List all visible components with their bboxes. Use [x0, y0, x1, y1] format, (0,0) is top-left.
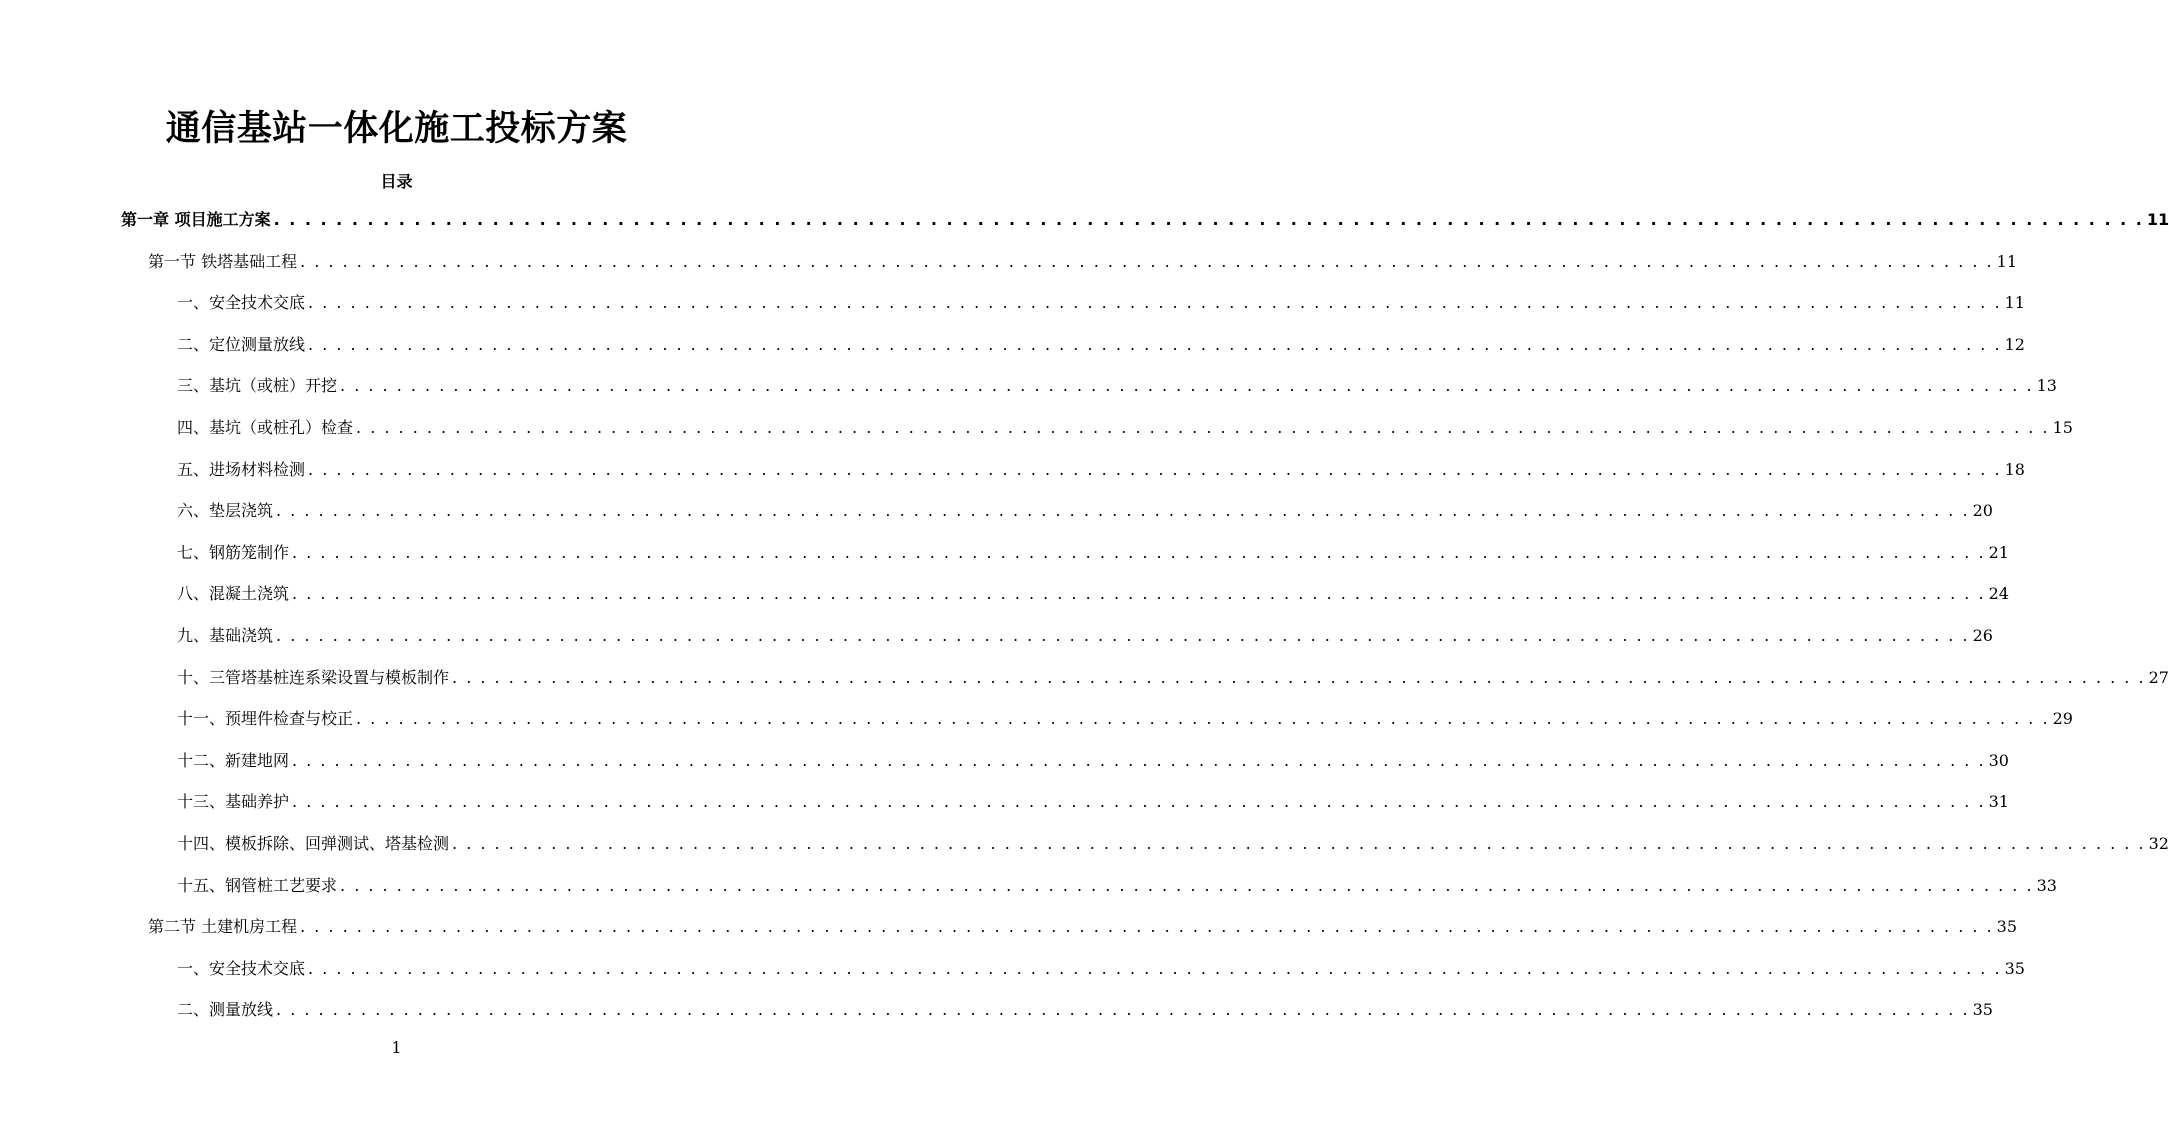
toc-entry[interactable] — [177, 624, 1993, 648]
toc-entry-page: 26 — [1972, 626, 1993, 645]
toc-entry[interactable] — [177, 291, 2025, 315]
toc-entry-page: 11 — [2146, 210, 2169, 229]
toc-entry[interactable] — [177, 541, 2009, 565]
toc-entry-page: 29 — [2052, 709, 2073, 728]
toc-entry-label: 第二节 土建机房工程 — [148, 917, 298, 936]
toc-entry[interactable] — [177, 582, 2009, 606]
toc-entry-label: 九、基础浇筑 — [177, 626, 274, 645]
toc-dot-leader: . . . . . . . . . . . . . . . . . . . . . . . . . . . . . . . . . . . . . . . . . . . . . . . . . . . . . . . . . . . . . . . . . . . . . . . . . . . . . . . . . . . . . . . . . . . . . . . . . . . . . . . . . . . . . . . . . . . . . . . . — [276, 1000, 1970, 1019]
toc-dot-leader: . . . . . . . . . . . . . . . . . . . . . . . . . . . . . . . . . . . . . . . . . . . . . . . . . . . . . . . . . . . . . . . . . . . . . . . . . . . . . . . . . . . . . . . . . . . . . . . . . . . . . . . . . . . . . . . . . . . . . . . . — [308, 460, 2002, 479]
toc-dot-leader: . . . . . . . . . . . . . . . . . . . . . . . . . . . . . . . . . . . . . . . . . . . . . . . . . . . . . . . . . . . . . . . . . . . . . . . . . . . . . . . . . . . . . . . . . . . . . . . . . . . . . . . . . . . . . . . . . . . . . . . . — [452, 668, 2146, 687]
toc-dot-leader: . . . . . . . . . . . . . . . . . . . . . . . . . . . . . . . . . . . . . . . . . . . . . . . . . . . . . . . . . . . . . . . . . . . . . . . . . . . . . . . . . . . . . . . . . . . . . . . . . . . . . . . . . . . . . . . . . . . . . . . . — [292, 751, 1986, 770]
toc-entry[interactable] — [177, 957, 2025, 981]
toc-entry[interactable] — [148, 915, 2017, 939]
toc-entry[interactable] — [121, 208, 2169, 232]
toc-entry-label: 十五、钢管桩工艺要求 — [177, 876, 338, 895]
toc-entry[interactable] — [177, 458, 2025, 482]
toc-dot-leader: . . . . . . . . . . . . . . . . . . . . . . . . . . . . . . . . . . . . . . . . . . . . . . . . . . . . . . . . . . . . . . . . . . . . . . . . . . . . . . . . . . . . . . . . . . . . . . . . . . . . . . . . . . . . . . . . . . . . . . . . — [340, 876, 2034, 895]
toc-entry-label: 七、钢筋笼制作 — [177, 543, 290, 562]
toc-entry[interactable] — [177, 666, 2169, 690]
toc-entry[interactable] — [177, 790, 2009, 814]
toc-entry-page: 11 — [1996, 252, 2017, 271]
toc-entry-label: 十二、新建地网 — [177, 751, 290, 770]
toc-entry[interactable] — [177, 333, 2025, 357]
toc-entry-page: 31 — [1988, 792, 2009, 811]
toc-entry-label: 十三、基础养护 — [177, 792, 290, 811]
toc-dot-leader: . . . . . . . . . . . . . . . . . . . . . . . . . . . . . . . . . . . . . . . . . . . . . . . . . . . . . . . . . . . . . . . . . . . . . . . . . . . . . . . . . . . . . . . . . . . . . . . . . . . . . . . . . . . . . . . . . . . . . . . . — [308, 959, 2002, 978]
page-number: 1 — [391, 1038, 402, 1057]
toc-entry[interactable] — [177, 416, 2073, 440]
toc-entry-label: 第一章 项目施工方案 — [121, 210, 271, 229]
toc-entry[interactable] — [148, 250, 2017, 274]
document-title: 通信基站一体化施工投标方案 — [165, 109, 628, 149]
toc-entry-label: 一、安全技术交底 — [177, 959, 306, 978]
toc-dot-leader: . . . . . . . . . . . . . . . . . . . . . . . . . . . . . . . . . . . . . . . . . . . . . . . . . . . . . . . . . . . . . . . . . . . . . . . . . . . . . . . . . . . . . . . . . . . . . . . . . . . . . . . . . . . . . . . . . . . . . . . . — [276, 626, 1970, 645]
toc-dot-leader: . . . . . . . . . . . . . . . . . . . . . . . . . . . . . . . . . . . . . . . . . . . . . . . . . . . . . . . . . . . . . . . . . . . . . . . . . . . . . . . . . . . . . . . . . . . . . . . . . . . . . . . . . . . . . . . . . . . . . . . . — [340, 376, 2034, 395]
toc-entry[interactable] — [177, 832, 2169, 856]
toc-dot-leader: . . . . . . . . . . . . . . . . . . . . . . . . . . . . . . . . . . . . . . . . . . . . . . . . . . . . . . . . . . . . . . . . . . . . . . . . . . . . . . . . . . . . . . . . . . . . . . . . . . . . . . . . . . . . . . . . . . . . . . . . — [308, 293, 2002, 312]
toc-dot-leader: . . . . . . . . . . . . . . . . . . . . . . . . . . . . . . . . . . . . . . . . . . . . . . . . . . . . . . . . . . . . . . . . . . . . . . . . . . . . . . . . . . . . . . . . . . . . . . . . . . . . . . . . . . . . . . . . . . . . . . . . — [356, 709, 2050, 728]
toc-dot-leader: . . . . . . . . . . . . . . . . . . . . . . . . . . . . . . . . . . . . . . . . . . . . . . . . . . . . . . . . . . . . . . . . . . . . . . . . . . . . . . . . . . . . . . . . . . . . . . . . . . . . . . . . . . . . . . . . . . . . . . . . — [292, 543, 1986, 562]
toc-entry[interactable] — [177, 499, 1993, 523]
toc-entry-label: 八、混凝土浇筑 — [177, 584, 290, 603]
toc-entry-label: 二、测量放线 — [177, 1000, 274, 1019]
toc-entry-label: 三、基坑（或桩）开挖 — [177, 376, 338, 395]
toc-entry-page: 18 — [2004, 460, 2025, 479]
toc-entry-page: 20 — [1972, 501, 1993, 520]
toc-entry-page: 27 — [2148, 668, 2169, 687]
toc-dot-leader: . . . . . . . . . . . . . . . . . . . . . . . . . . . . . . . . . . . . . . . . . . . . . . . . . . . . . . . . . . . . . . . . . . . . . . . . . . . . . . . . . . . . . . . . . . . . . . . . . . . . . . . . . . . . . . . . . . . . . . . . — [276, 501, 1970, 520]
toc-entry-page: 11 — [2004, 293, 2025, 312]
toc-dot-leader: . . . . . . . . . . . . . . . . . . . . . . . . . . . . . . . . . . . . . . . . . . . . . . . . . . . . . . . . . . . . . . . . . . . . . . . . . . . . . . . . . . . . . . . . . . . . . . . . . . . . . . . . . . . . . . . . . . . . . . . . — [452, 834, 2146, 853]
toc-entry-page: 30 — [1988, 751, 2009, 770]
toc-dot-leader: . . . . . . . . . . . . . . . . . . . . . . . . . . . . . . . . . . . . . . . . . . . . . . . . . . . . . . . . . . . . . . . . . . . . . . . . . . . . . . . . . . . . . . . . . . . . . . . . . . . . . . . . . . . . . . . . . . . . . . . . — [308, 335, 2002, 354]
toc-entry-page: 13 — [2036, 376, 2057, 395]
toc-dot-leader: . . . . . . . . . . . . . . . . . . . . . . . . . . . . . . . . . . . . . . . . . . . . . . . . . . . . . . . . . . . . . . . . . . . . . . . . . . . . . . . . . . . . . . . . . . . . . . . . . . . . . . . . . . . . . . . . . . . . . . . . — [356, 418, 2050, 437]
toc-entry-page: 15 — [2052, 418, 2073, 437]
toc-entry-label: 二、定位测量放线 — [177, 335, 306, 354]
toc-entry-page: 24 — [1988, 584, 2009, 603]
toc-entry-page: 32 — [2148, 834, 2169, 853]
toc-entry-page: 33 — [2036, 876, 2057, 895]
toc-entry[interactable] — [177, 874, 2057, 898]
toc-heading: 目录 — [380, 172, 413, 191]
toc-entry-page: 21 — [1988, 543, 2009, 562]
toc-dot-leader: . . . . . . . . . . . . . . . . . . . . . . . . . . . . . . . . . . . . . . . . . . . . . . . . . . . . . . . . . . . . . . . . . . . . . . . . . . . . . . . . . . . . . . . . . . . . . . . . . . . . . . . . . . . . . . . . . . . . . . . . — [300, 252, 1994, 271]
toc-entry-label: 第一节 铁塔基础工程 — [148, 252, 298, 271]
toc-entry-label: 六、垫层浇筑 — [177, 501, 274, 520]
toc-entry[interactable] — [177, 374, 2057, 398]
toc-entry-label: 十四、模板拆除、回弹测试、塔基检测 — [177, 834, 450, 853]
toc-entry-label: 五、进场材料检测 — [177, 460, 306, 479]
toc-entry-label: 十、三管塔基桩连系梁设置与模板制作 — [177, 668, 450, 687]
toc-dot-leader: . . . . . . . . . . . . . . . . . . . . . . . . . . . . . . . . . . . . . . . . . . . . . . . . . . . . . . . . . . . . . . . . . . . . . . . . . . . . . . . . . . . . . . . . . . . . . . . . . . . . . . . . . . . . . . . . . . . . . . . . — [292, 584, 1986, 603]
toc-entry-label: 十一、预埋件检查与校正 — [177, 709, 354, 728]
toc-entry[interactable] — [177, 749, 2009, 773]
toc-entry-page: 35 — [1996, 917, 2017, 936]
toc-entry-page: 35 — [2004, 959, 2025, 978]
toc-entry-page: 35 — [1972, 1000, 1993, 1019]
toc-entry[interactable] — [177, 998, 1993, 1022]
toc-dot-leader: . . . . . . . . . . . . . . . . . . . . . . . . . . . . . . . . . . . . . . . . . . . . . . . . . . . . . . . . . . . . . . . . . . . . . . . . . . . . . . . . . . . . . . . . . . . . . . . . . . . . . . . . . . . . . . . . . . . . . . . . — [292, 792, 1986, 811]
toc-entry[interactable] — [177, 707, 2073, 731]
toc-entry-label: 四、基坑（或桩孔）检查 — [177, 418, 354, 437]
toc-entry-page: 12 — [2004, 335, 2025, 354]
toc-dot-leader: . . . . . . . . . . . . . . . . . . . . . . . . . . . . . . . . . . . . . . . . . . . . . . . . . . . . . . . . . . . . . . . . . . . . . . . . . . . . . . . . . . . . . . . . . . . . . . . . . . . . . . . . . . . . . . . . . . . . . . . . — [273, 210, 2144, 229]
toc-dot-leader: . . . . . . . . . . . . . . . . . . . . . . . . . . . . . . . . . . . . . . . . . . . . . . . . . . . . . . . . . . . . . . . . . . . . . . . . . . . . . . . . . . . . . . . . . . . . . . . . . . . . . . . . . . . . . . . . . . . . . . . . — [300, 917, 1994, 936]
toc-entry-label: 一、安全技术交底 — [177, 293, 306, 312]
